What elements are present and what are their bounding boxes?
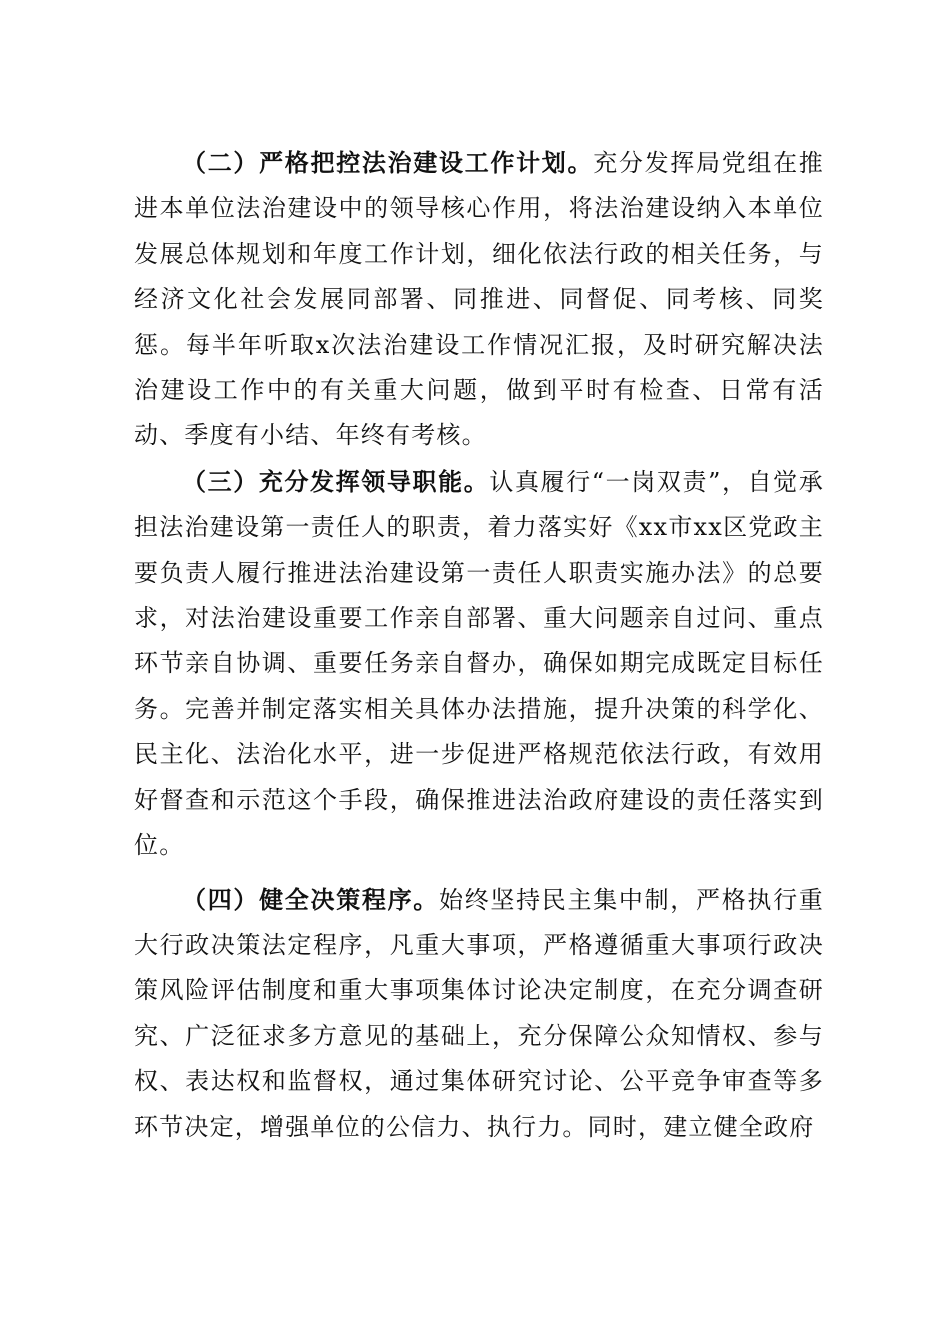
paragraph-text: 认真履行“一岗双责”，自觉承担法治建设第一责任人的职责，着力落实好《xx市xx区党政主要负责人履行推进法治建设第一责任人职责实施办法》的总要求，对法治建设重要工作亲自部署、重大问题亲自过问、重点环节亲自协调、重要任务亲自督办，确保如期完成既定目标任务。完善并制定落实相关具体办法措施，提升决策的科学化、民主化、法治化水平，进一步促进严格规范依法行政，有效用好督查和示范这个手段，确保推进法治政府建设的责任落实到位。 (134, 467, 824, 860)
paragraph-heading: （三）充分发挥领导职能。 (182, 466, 490, 496)
paragraph-heading: （二）严格把控法治建设工作计划。 (182, 148, 594, 177)
paragraph-text: 始终坚持民主集中制，严格执行重大行政决策法定程序，凡重大事项，严格遵循重大事项行政决策风险评估制度和重大事项集体讨论决定制度，在充分调查研究、广泛征求多方意见的基础上，充分保障公众知情权、参与权、表达权和监督权，通过集体研究讨论、公平竞争审查等多环节决定，增强单位的公信力、执行力。同时，建立健全政府 (134, 885, 824, 1141)
paragraph-2 (134, 140, 824, 459)
paragraph-text: 充分发挥局党组在推进本单位法治建设中的领导核心作用，将法治建设纳入本单位发展总体规划和年度工作计划，细化依法行政的相关任务，与经济文化社会发展同部署、同推进、同督促、同考核、同奖惩。每半年听取x次法治建设工作情况汇报，及时研究解决法治建设工作中的有关重大问题，做到平时有检查、日常有活动、季度有小结、年终有考核。 (134, 149, 824, 450)
paragraph-4 (134, 877, 824, 1150)
paragraph-heading: （四）健全决策程序。 (182, 884, 439, 914)
paragraph-3 (134, 459, 824, 869)
document-body (134, 140, 824, 1150)
